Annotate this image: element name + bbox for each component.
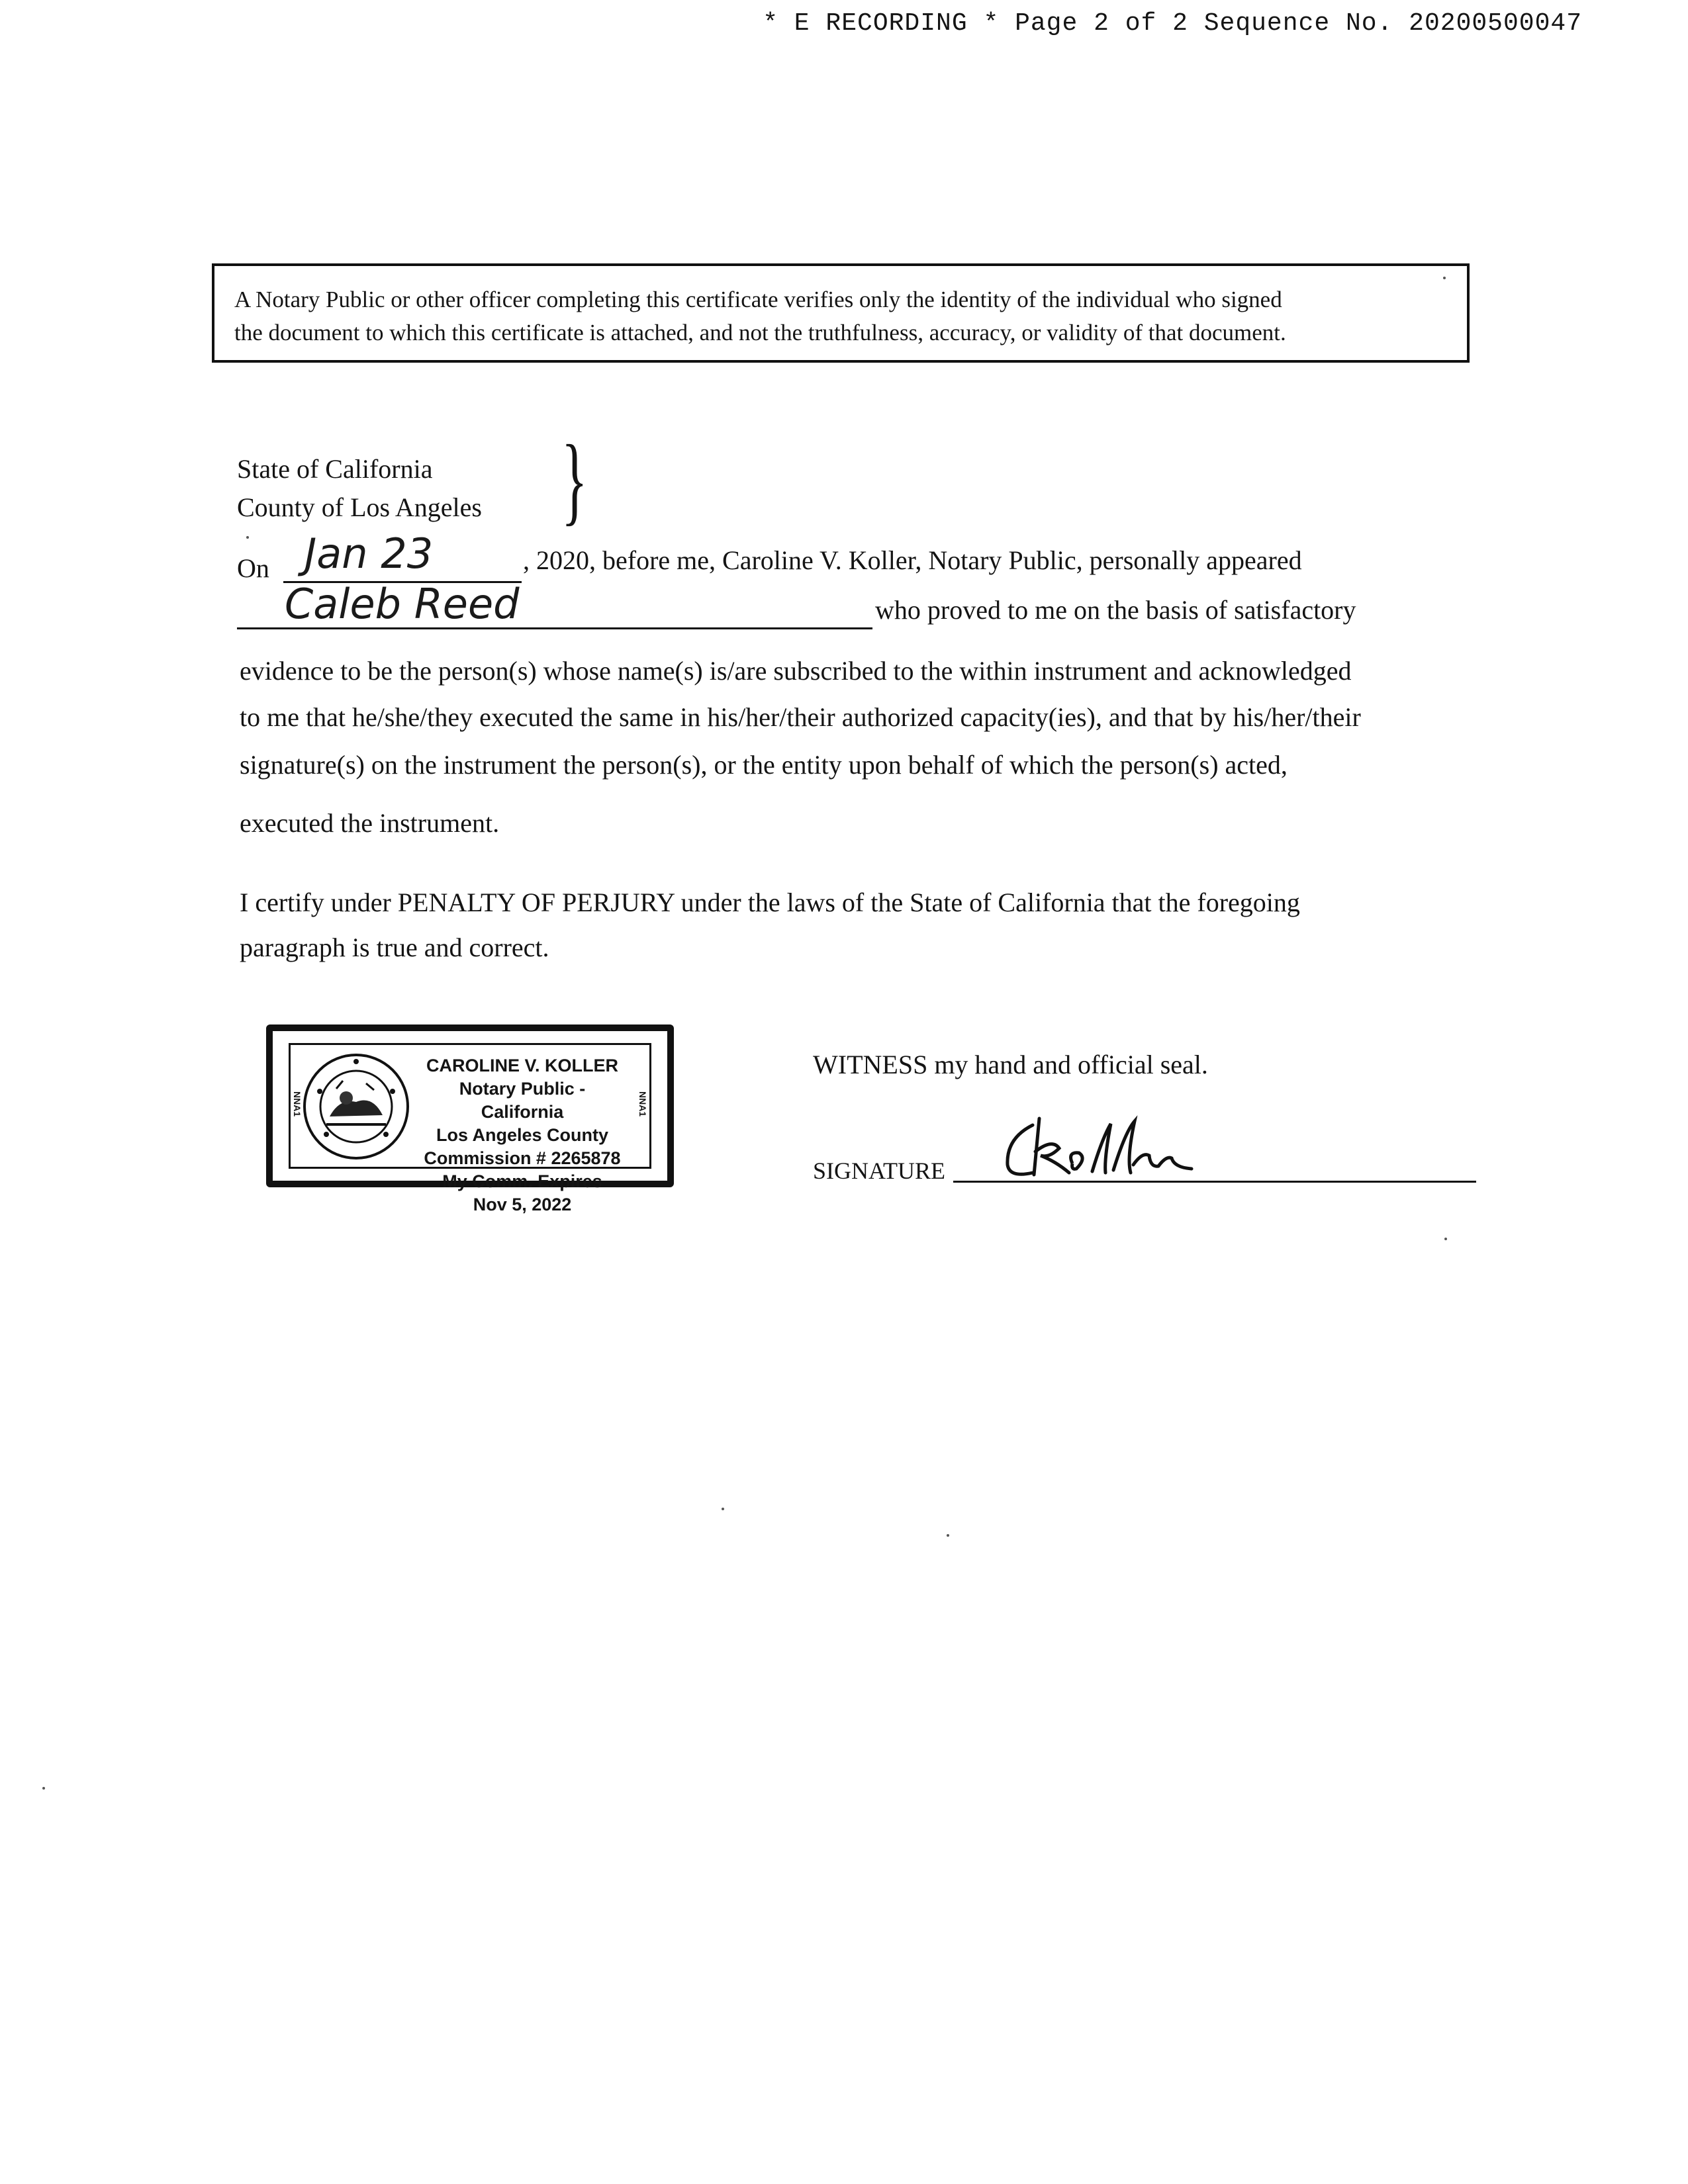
disclaimer-box	[212, 263, 1470, 363]
handwritten-name: Caleb Reed	[285, 580, 520, 628]
recording-header: * E RECORDING * Page 2 of 2 Sequence No. 20200500047	[763, 9, 1582, 38]
ack-body-line-1: evidence to be the person(s) whose name(s) is/are subscribed to the within instrument and acknowledged	[240, 656, 1352, 686]
stamp-inner-frame	[289, 1043, 651, 1214]
scan-speck	[947, 1534, 949, 1537]
handwritten-date: Jan 23	[305, 529, 434, 578]
disclaimer-line-1: A Notary Public or other officer completing this certificate verifies only the identity of the individual who signed	[234, 287, 1282, 312]
appearance-text: , 2020, before me, Caroline V. Koller, Notary Public, personally appeared	[523, 545, 1302, 575]
venue-state: State of California	[237, 454, 433, 484]
stamp-side-id-right: NNA1	[637, 1091, 648, 1117]
on-label: On	[237, 553, 269, 583]
venue-brace: }	[561, 425, 588, 535]
scan-speck	[722, 1508, 724, 1510]
scan-speck	[1444, 1238, 1447, 1240]
stamp-side-id-left: NNA1	[292, 1091, 303, 1117]
stamp-line-4: Commission # 2265878	[424, 1148, 621, 1168]
venue-block	[237, 450, 482, 527]
signature-label: SIGNATURE	[813, 1158, 946, 1184]
stamp-line-1: CAROLINE V. KOLLER	[426, 1056, 619, 1075]
stamp-line-5: My Comm. Expires Nov 5, 2022	[442, 1171, 602, 1214]
stamp-text	[423, 1054, 622, 1216]
venue-county: County of Los Angeles	[237, 492, 482, 522]
ack-body-line-4: executed the instrument.	[240, 808, 500, 838]
notary-signature-icon	[993, 1112, 1218, 1185]
ack-body-line-2: to me that he/she/they executed the same in his/her/their authorized capacity(ies), and that by his/her/their	[240, 702, 1361, 732]
stamp-line-2: Notary Public - California	[459, 1079, 586, 1122]
scan-speck	[246, 536, 249, 539]
stamp-line-3: Los Angeles County	[436, 1125, 609, 1145]
notary-stamp	[266, 1024, 674, 1214]
scan-speck	[1443, 277, 1446, 279]
disclaimer-line-2: the document to which this certificate is attached, and not the truthfulness, accuracy, or validity of that document.	[234, 320, 1286, 345]
witness-statement: WITNESS my hand and official seal.	[813, 1050, 1208, 1079]
ack-body-line-3: signature(s) on the instrument the person(s), or the entity upon behalf of which the person(s) acted,	[240, 750, 1288, 780]
state-seal-icon	[300, 1052, 412, 1161]
certify-line-1: I certify under PENALTY OF PERJURY under the laws of the State of California that the foregoing	[240, 887, 1300, 917]
proved-text: who proved to me on the basis of satisfactory	[875, 595, 1356, 625]
certify-line-2: paragraph is true and correct.	[240, 933, 549, 962]
scan-speck	[42, 1787, 45, 1790]
